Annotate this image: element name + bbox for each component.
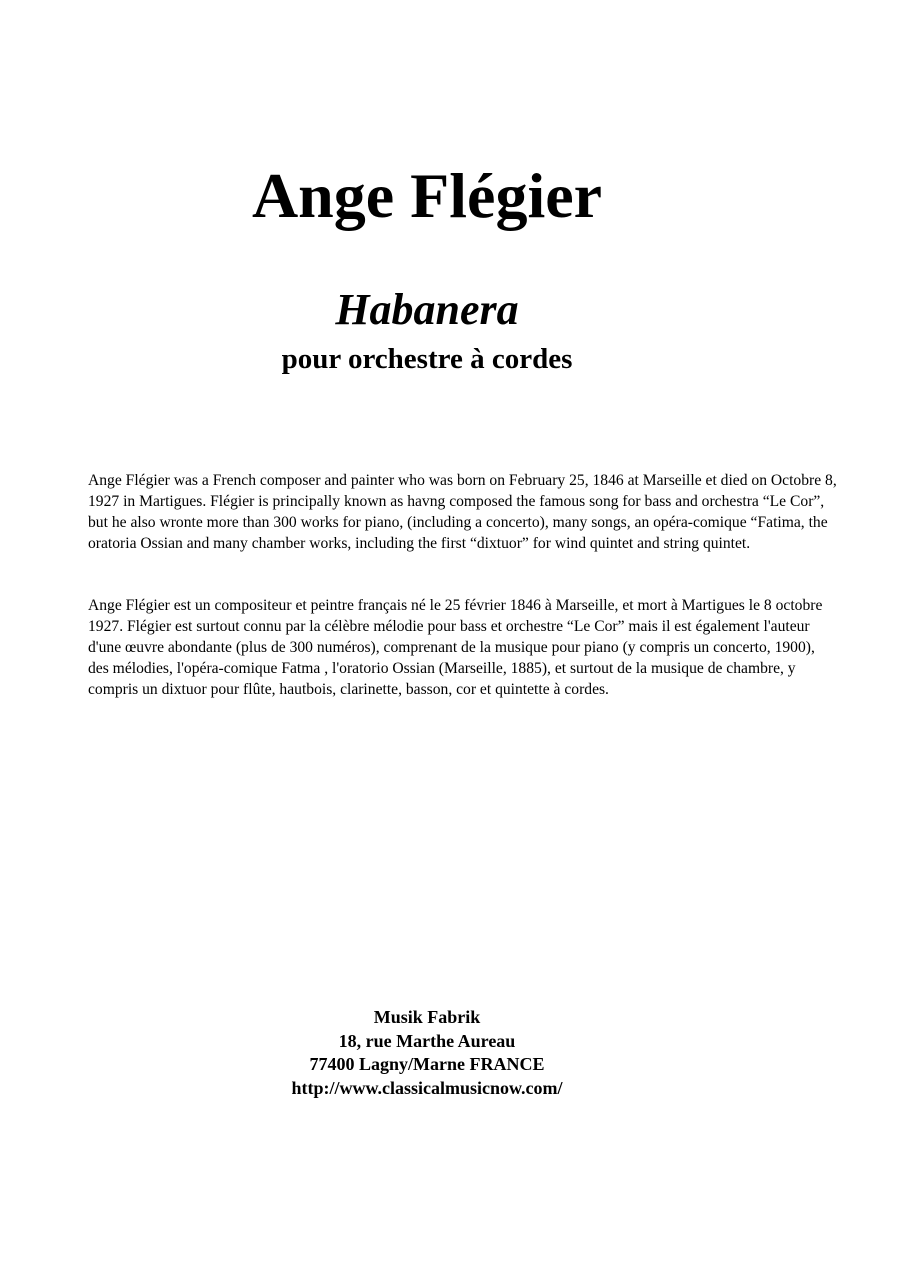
publisher-name: Musik Fabrik bbox=[373, 1007, 481, 1027]
biography-french: Ange Flégier est un compositeur et peintre français né le 25 février 1846 à Marseille, et mort à Martigues le 8 octobre 1927. Flégier est surtout connu par la célèbre mélodie pour bass et orchestre “Le Cor” mais il est également l'auteur d'une œuvre abondante (plus de 300 numéros), comprenant de la musique pour piano (y compris un concerto, 1900), des mélodies, l'opéra-comique Fatma , l'oratorio Ossian (Marseille, 1885), et surtout de la musique de chambre, y compris un dixtuor pour flûte, hautbois, clarinette, basson, cor et quintette à cordes. bbox=[88, 597, 823, 698]
composer-name: Ange Flégier bbox=[251, 160, 603, 231]
work-subtitle: pour orchestre à cordes bbox=[281, 343, 573, 375]
work-title: Habanera bbox=[335, 285, 519, 334]
biography-english: Ange Flégier was a French composer and painter who was born on February 25, 1846 at Marseille et died on Octobre 8, 1927 in Martigues. Flégier is principally known as havng composed the famous song for bass and orchestra “Le Cor”, but he also wronte more than 300 works for piano, (including a concerto), many songs, an opéra-comique “Fatima, the oratoria Ossian and many chamber works, including the first “dixtuor” for wind quintet and string quintet. bbox=[88, 472, 837, 552]
publisher-city: 77400 Lagny/Marne FRANCE bbox=[309, 1054, 545, 1074]
publisher-street: 18, rue Marthe Aureau bbox=[338, 1030, 516, 1051]
publisher-block bbox=[0, 1006, 900, 1100]
publisher-website: http://www.classicalmusicnow.com/ bbox=[291, 1077, 563, 1098]
